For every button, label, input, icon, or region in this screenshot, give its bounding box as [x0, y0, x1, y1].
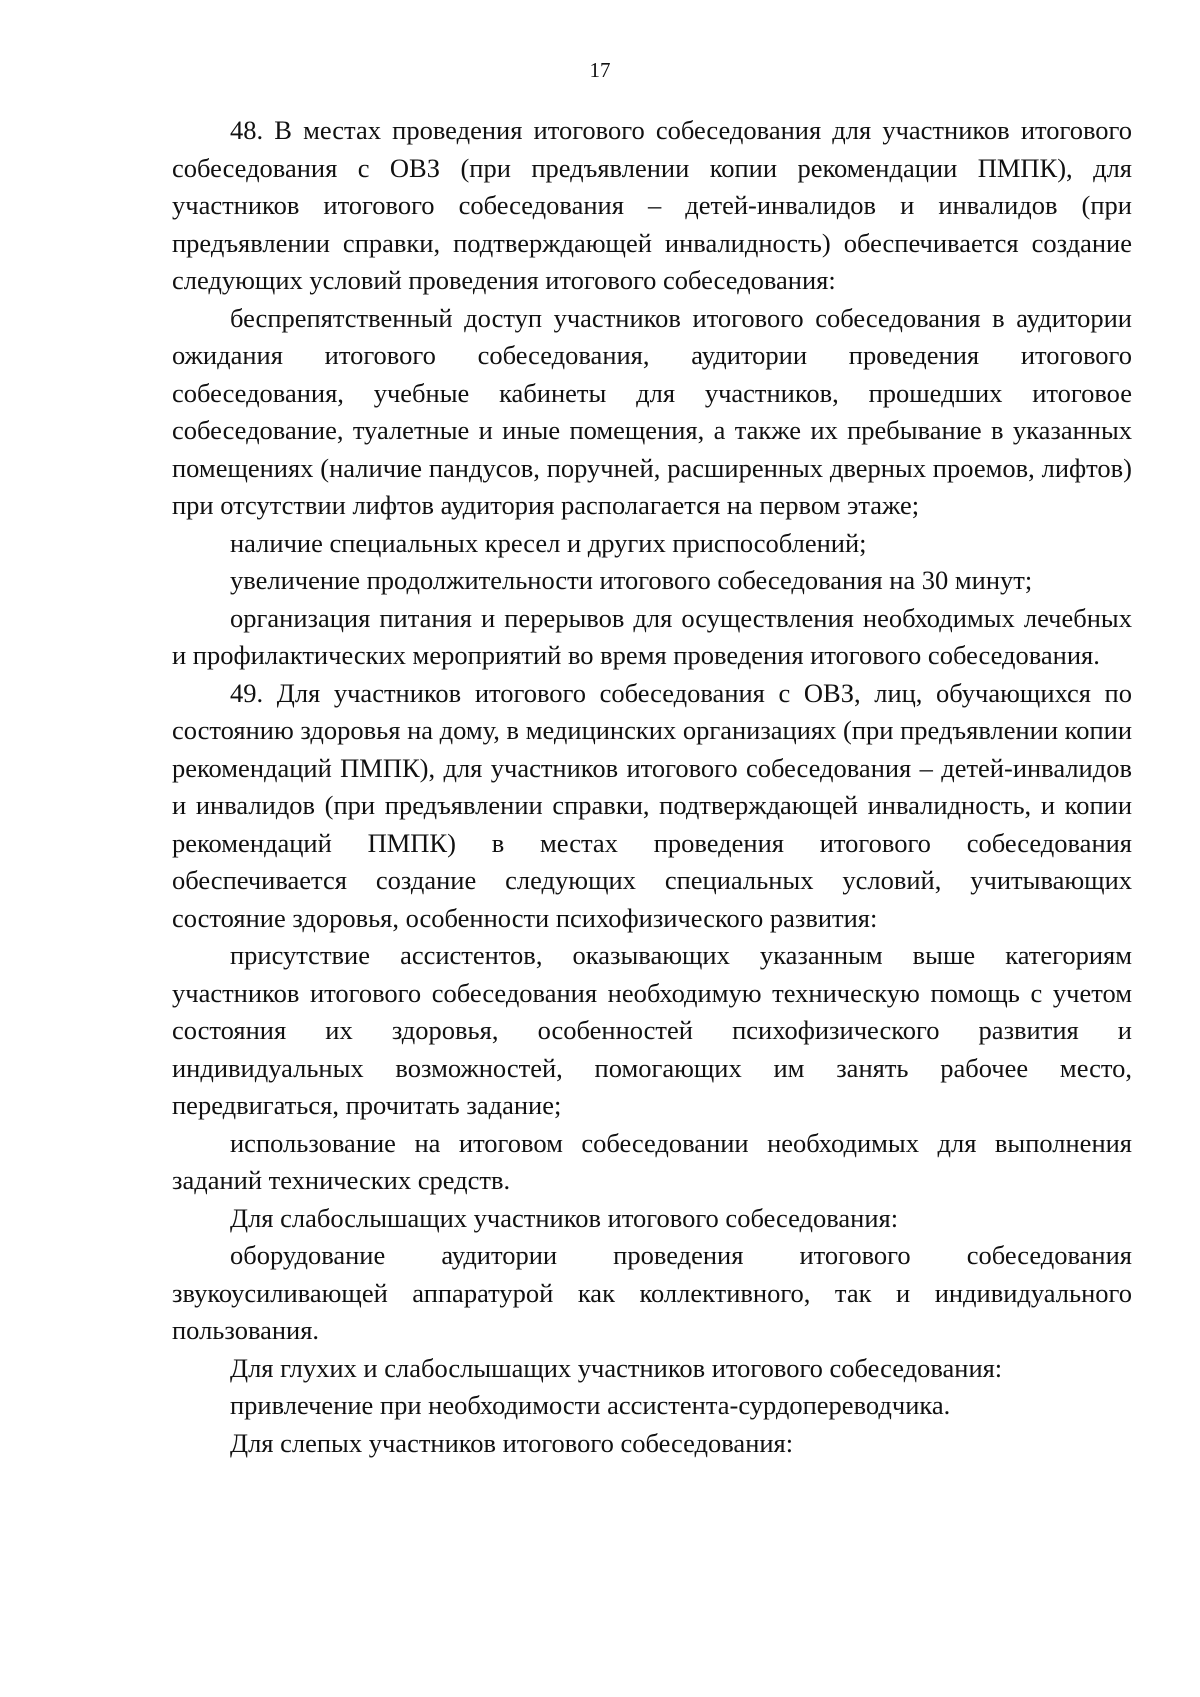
- paragraph-48-intro: 48. В местах проведения итогового собеседования для участников итогового собеседования с ОВЗ (при предъявлении копии рекомендации ПМПК), для участников итогового собеседования – детей-инвалидов и инвалидов (при предъявлении справки, подтверждающей инвалидность) обеспечивается создание следующих условий проведения итогового собеседования:: [172, 115, 1132, 295]
- paragraph-technical-means: использование на итоговом собеседовании необходимых для выполнения заданий технических средств.: [172, 1127, 1132, 1195]
- paragraph-barrier-free-access: беспрепятственный доступ участников итогового собеседования в аудитории ожидания итогового собеседования, аудитории проведения итогового собеседования, учебные кабинеты для участников, прошедших итоговое собеседование, туалетные и иные помещения, а также их пребывание в указанных помещениях (наличие пандусов, поручней, расширенных дверных проемов, лифтов) при отсутствии лифтов аудитория располагается на первом этаже;: [172, 302, 1132, 520]
- paragraph-49-intro: 49. Для участников итогового собеседования с ОВЗ, лиц, обучающихся по состоянию здоровья на дому, в медицинских организациях (при предъявлении копии рекомендаций ПМПК), для участников итогового собеседования – детей-инвалидов и инвалидов (при предъявлении справки, подтверждающей инвалидность, и копии рекомендаций ПМПК) в местах проведения итогового собеседования обеспечивается создание следующих специальных условий, учитывающих состояние здоровья, особенности психофизического развития:: [172, 677, 1132, 933]
- paragraph-special-chairs: наличие специальных кресел и других приспособлений;: [230, 527, 867, 558]
- heading-hard-of-hearing: Для слабослышащих участников итогового собеседования:: [230, 1202, 899, 1233]
- paragraph-sign-interpreter: привлечение при необходимости ассистента-сурдопереводчика.: [230, 1390, 951, 1420]
- paragraph-meals-breaks: организация питания и перерывов для осуществления необходимых лечебных и профилактических мероприятий во время проведения итогового собеседования.: [172, 602, 1132, 670]
- paragraph-sound-equipment: оборудование аудитории проведения итогового собеседования звукоусиливающей аппаратурой как коллективного, так и индивидуального пользования.: [172, 1240, 1132, 1345]
- paragraph-extended-duration: увеличение продолжительности итогового собеседования на 30 минут;: [230, 565, 1033, 595]
- paragraph-assistants: присутствие ассистентов, оказывающих указанным выше категориям участников итогового собеседования необходимую техническую помощь с учетом состояния их здоровья, особенностей психофизического развития и индивидуальных возможностей, помогающих им занять рабочее место, передвигаться, прочитать задание;: [172, 940, 1132, 1120]
- heading-deaf: Для глухих и слабослышащих участников итогового собеседования:: [230, 1352, 1003, 1383]
- heading-blind: Для слепых участников итогового собеседования:: [230, 1427, 794, 1458]
- page-number: 17: [589, 58, 611, 82]
- document-body: [172, 112, 1132, 1462]
